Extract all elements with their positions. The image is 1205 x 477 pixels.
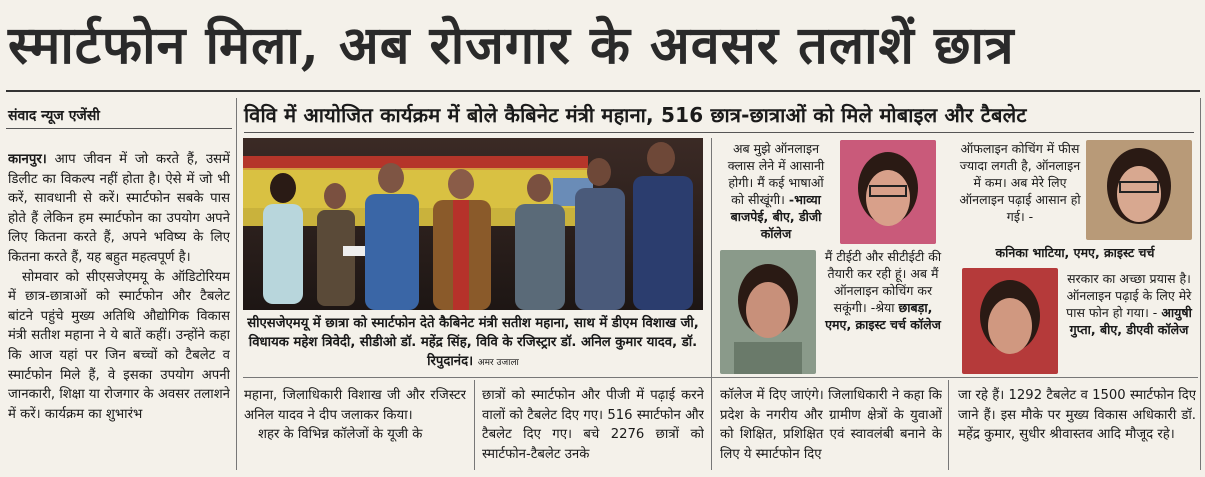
photo-caption	[244, 314, 702, 373]
quote-text: अब मुझे ऑनलाइन क्लास लेने में आसानी होगी। मैं कई भाषाओं को सीखूंगी।	[727, 141, 825, 207]
article-column-1	[8, 150, 230, 470]
column-divider	[474, 380, 475, 470]
student-quote-1	[720, 140, 832, 242]
quote-attribution: छाबड़ा, एमए, क्राइस्ट चर्च कॉलेज	[825, 300, 941, 332]
dateline: कानपुर।	[8, 152, 47, 167]
paragraph-3: महाना, जिलाधिकारी विशाख जी और रजिस्टर अनिल यादव ने दीप जलाकर किया।	[244, 388, 466, 423]
page-edge-rule	[1200, 98, 1201, 470]
subheadline-rule	[244, 132, 1194, 133]
article-column-5	[958, 386, 1196, 472]
headline: स्मार्टफोन मिला, अब रोजगार के अवसर तलाशें छात्र	[8, 15, 1015, 76]
paragraph-6: कॉलेज में दिए जाएंगे। जिलाधिकारी ने कहा कि प्रदेश के नगरीय और ग्रामीण क्षेत्रों के युवाओं को शिक्षित, प्रशिक्षित एवं स्वावलंबी बनाने के लिए ये स्मार्टफोन दिए	[720, 388, 942, 462]
headline-rule	[6, 90, 1200, 92]
portrait-illustration	[840, 140, 936, 244]
paragraph-7: जा रहे हैं। 1292 टैबलेट व 1500 स्मार्टफोन दिए जाने हैं। इस मौके पर मुख्य विकास अधिकारी डॉ. महेंद्र कुमार, सुधीर श्रीवास्तव आदि मौजूद रहे।	[958, 388, 1196, 443]
article-column-2	[244, 386, 466, 472]
subheadline: विवि में आयोजित कार्यक्रम में बोले कैबिनेट मंत्री महाना, 516 छात्र-छात्राओं को मिले मोबाइल और टैबलेट	[244, 103, 1027, 127]
paragraph-1: आप जीवन में जो करते हैं, उसमें डिलीट का विकल्प नहीं होता है। ऐसे में जो भी करें, सावधानी से करें। स्मार्टफोन सबके पास होते हैं लेकिन हम स्मार्टफोन का उपयोग अपने लिए कितना करते हैं, अपने भविष्य के लिए कितना करते हैं, यह बहुत महत्वपूर्ण है।	[8, 152, 230, 265]
student-quote-2	[958, 140, 1082, 225]
student-portrait-4	[962, 268, 1058, 374]
quote-attribution: आयुषी गुप्ता, बीए, डीएवी कॉलेज	[1069, 305, 1192, 337]
paragraph-2: सोमवार को सीएसजेएमयू के ऑडिटोरियम में छात्र-छात्राओं को स्मार्टफोन और टैबलेट बांटने पहुंचे मुख्य अतिथि औद्योगिक विकास मंत्री सतीश महाना ने ये बातें कहीं। उन्होंने कहा कि आज यहां पर जिन बच्चों को टैबलेट व स्मार्टफोन मिले हैं, वे इसका उपयोग अपनी जानकारी, शिक्षा या रोजगार के अवसर तलाशने में करें। कार्यक्रम का शुभारंभ	[8, 269, 230, 422]
portrait-illustration	[1086, 140, 1192, 240]
quote-attribution: -भाव्या बाजपेई, बीए, डीजी कॉलेज	[730, 192, 822, 241]
agency-byline: संवाद न्यूज एजेंसी	[8, 108, 100, 124]
section-rule	[243, 377, 1198, 378]
column-divider	[711, 138, 712, 470]
ceremony-illustration	[243, 138, 703, 310]
column-divider	[236, 98, 237, 470]
portrait-illustration	[962, 268, 1058, 374]
article-column-4	[720, 386, 942, 472]
paragraph-4: शहर के विभिन्न कॉलेजों के यूजी के	[258, 427, 423, 443]
student-portrait-3	[1086, 140, 1192, 240]
column-divider	[948, 380, 949, 470]
portrait-illustration	[720, 250, 816, 374]
quote-text: मैं टीईटी और सीटीईटी की तैयारी कर रही हूं। अब मैं ऑनलाइन कोचिंग कर सकूंगी। -श्रेया	[824, 249, 942, 315]
student-portrait-1	[840, 140, 936, 244]
quote-attribution: कनिका भाटिया, एमए, क्राइस्ट चर्च	[995, 245, 1155, 260]
ceremony-photo	[243, 138, 703, 310]
quote-text: सरकार का अच्छा प्रयास है। ऑनलाइन पढ़ाई के लिए मेरे पास फोन हो गया। -	[1066, 271, 1192, 320]
article-column-3	[482, 386, 704, 472]
student-quote-4	[1064, 270, 1194, 338]
photo-credit: अमर उजाला	[477, 358, 519, 368]
student-quote-3	[822, 248, 944, 333]
caption-text: सीएसजेएमयू में छात्रा को स्मार्टफोन देते कैबिनेट मंत्री सतीश महाना, साथ में डीएम विशाख जी, विधायक महेश त्रिवेदी, सीडीओ डॉ. महेंद्र सिंह, विवि के रजिस्ट्रार डॉ. अनिल कुमार यादव, डॉ. रिपुदानंद।	[247, 316, 699, 369]
student-portrait-2	[720, 250, 816, 374]
byline-rule	[6, 128, 232, 129]
student-quote-2-name	[954, 244, 1196, 261]
paragraph-5: छात्रों को स्मार्टफोन और पीजी में पढ़ाई करने वालों को टैबलेट दिए गए। 516 स्मार्टफोन और टैबलेट दिए गए। बचे 2276 छात्रों को स्मार्टफोन-टैबलेट उनके	[482, 388, 704, 462]
quote-text: ऑफलाइन कोचिंग में फीस ज्यादा लगती है, ऑनलाइन में कम। अब मेरे लिए ऑनलाइन पढ़ाई आसान हो गई। -	[959, 141, 1081, 224]
